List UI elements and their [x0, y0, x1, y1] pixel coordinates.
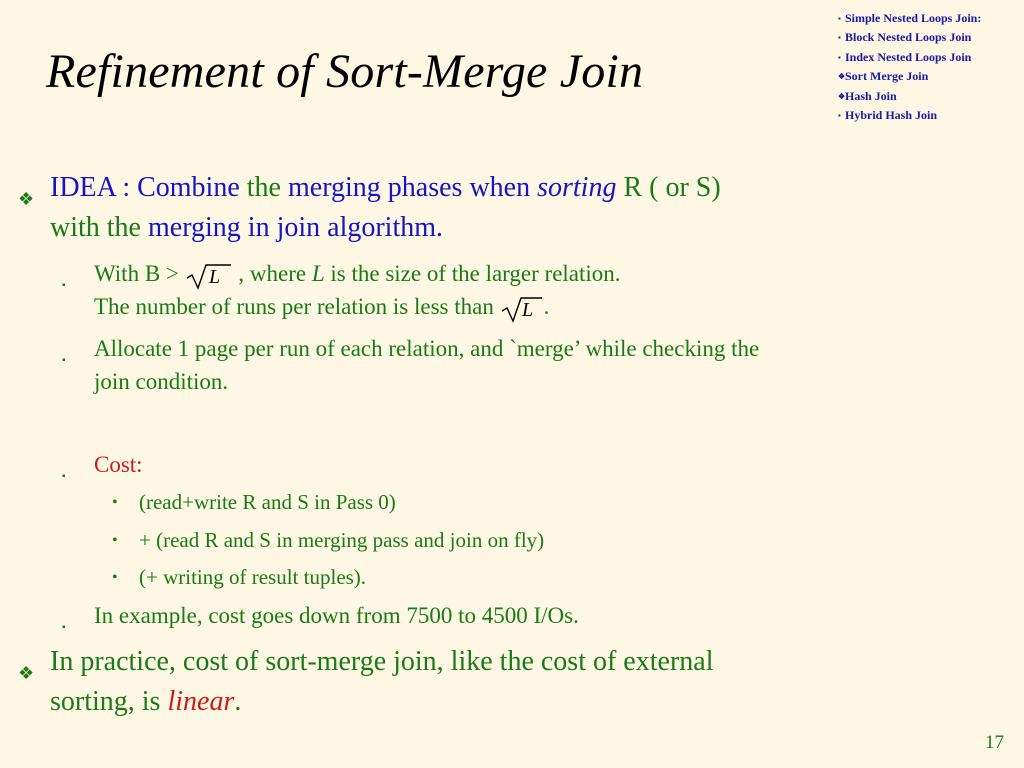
- topic-item: [838, 67, 981, 86]
- topic-item: [838, 48, 981, 67]
- idea-text: merging in join algorithm.: [148, 212, 444, 243]
- sub-text: With B >: [94, 261, 185, 286]
- topic-item: [838, 28, 981, 47]
- practice-text: sorting, is: [50, 686, 168, 717]
- cost-item: [112, 562, 366, 592]
- topic-label: Index Nested Loops Join: [845, 49, 972, 64]
- practice-emphasis: linear: [167, 686, 235, 717]
- square-bullet-icon: ▪: [838, 14, 841, 23]
- cost-item-text: + (read R and S in merging pass and join on fly): [139, 528, 545, 552]
- topic-label: Simple Nested Loops Join:: [845, 11, 982, 25]
- square-bullet-icon: ▪: [62, 622, 66, 633]
- bullet-line: [50, 168, 721, 208]
- sqrt-variable: L: [208, 265, 220, 288]
- square-root-icon: [185, 262, 233, 290]
- bullet-line: join condition.: [94, 369, 229, 394]
- cost-item: [112, 487, 396, 517]
- diamond-bullet-icon: ❖: [838, 91, 846, 101]
- bullet-idea: [18, 168, 721, 248]
- sub-text: The number of runs per relation is less than: [94, 294, 500, 319]
- cost-item-text: (read+write R and S in Pass 0): [139, 490, 396, 514]
- diamond-bullet-icon: ❖: [18, 189, 35, 209]
- subbullet-buffer-size: [62, 257, 621, 323]
- subbullet-allocate: [62, 332, 759, 398]
- square-bullet-icon: ▪: [62, 280, 66, 291]
- idea-text: IDEA : Combine: [50, 172, 247, 203]
- sub-variable: L: [311, 261, 325, 286]
- topic-label: Block Nested Loops Join: [845, 30, 972, 45]
- topic-label: Hash Join: [845, 88, 897, 103]
- bullet-line: [50, 682, 713, 722]
- sub-text: .: [543, 294, 550, 319]
- slide-title: Refinement of Sort-Merge Join: [46, 45, 644, 98]
- page-number: 17: [985, 732, 1004, 753]
- subbullet-cost: [62, 448, 143, 481]
- bullet-line: Allocate 1 page per run of each relation, and `merge’ while checking the: [94, 336, 760, 361]
- topic-item: [838, 106, 981, 125]
- square-bullet-icon: ▪: [838, 111, 841, 121]
- bullet-line: [50, 208, 721, 248]
- sqrt-variable: L: [521, 298, 533, 321]
- subbullet-example: [62, 599, 579, 632]
- bullet-line: [94, 290, 621, 323]
- diamond-bullet-icon: ❖: [838, 72, 846, 82]
- cost-label: Cost:: [94, 452, 143, 477]
- sub-text: , where: [232, 261, 312, 286]
- idea-emphasis: sorting: [537, 172, 617, 203]
- idea-text: the: [246, 172, 281, 203]
- topic-item: [838, 9, 981, 28]
- idea-text: with the: [50, 212, 148, 243]
- bullet-line: In practice, cost of sort-merge join, like the cost of external: [50, 646, 714, 677]
- bullet-practice: [18, 642, 713, 722]
- square-root-icon: [500, 295, 544, 323]
- cost-item: [112, 525, 544, 555]
- topic-label: Sort Merge Join: [845, 69, 929, 84]
- bullet-line: In example, cost goes down from 7500 to 4500 I/Os.: [94, 603, 579, 628]
- idea-text: R ( or S): [616, 172, 721, 203]
- diamond-bullet-icon: ❖: [18, 663, 35, 683]
- topic-item: [838, 87, 981, 106]
- dot-bullet-icon: •: [112, 494, 118, 511]
- practice-text: .: [234, 686, 242, 717]
- dot-bullet-icon: •: [112, 569, 118, 586]
- topic-list: [838, 9, 981, 125]
- cost-item-text: (+ writing of result tuples).: [139, 565, 367, 589]
- idea-text: merging phases when: [280, 172, 538, 203]
- dot-bullet-icon: •: [112, 532, 118, 549]
- square-bullet-icon: ▪: [62, 355, 66, 366]
- bullet-line: [94, 257, 621, 290]
- topic-label: Hybrid Hash Join: [845, 108, 938, 123]
- square-bullet-icon: ▪: [62, 471, 66, 482]
- square-bullet-icon: ▪: [838, 33, 841, 43]
- square-bullet-icon: ▪: [838, 52, 841, 62]
- sub-text: is the size of the larger relation.: [324, 261, 621, 286]
